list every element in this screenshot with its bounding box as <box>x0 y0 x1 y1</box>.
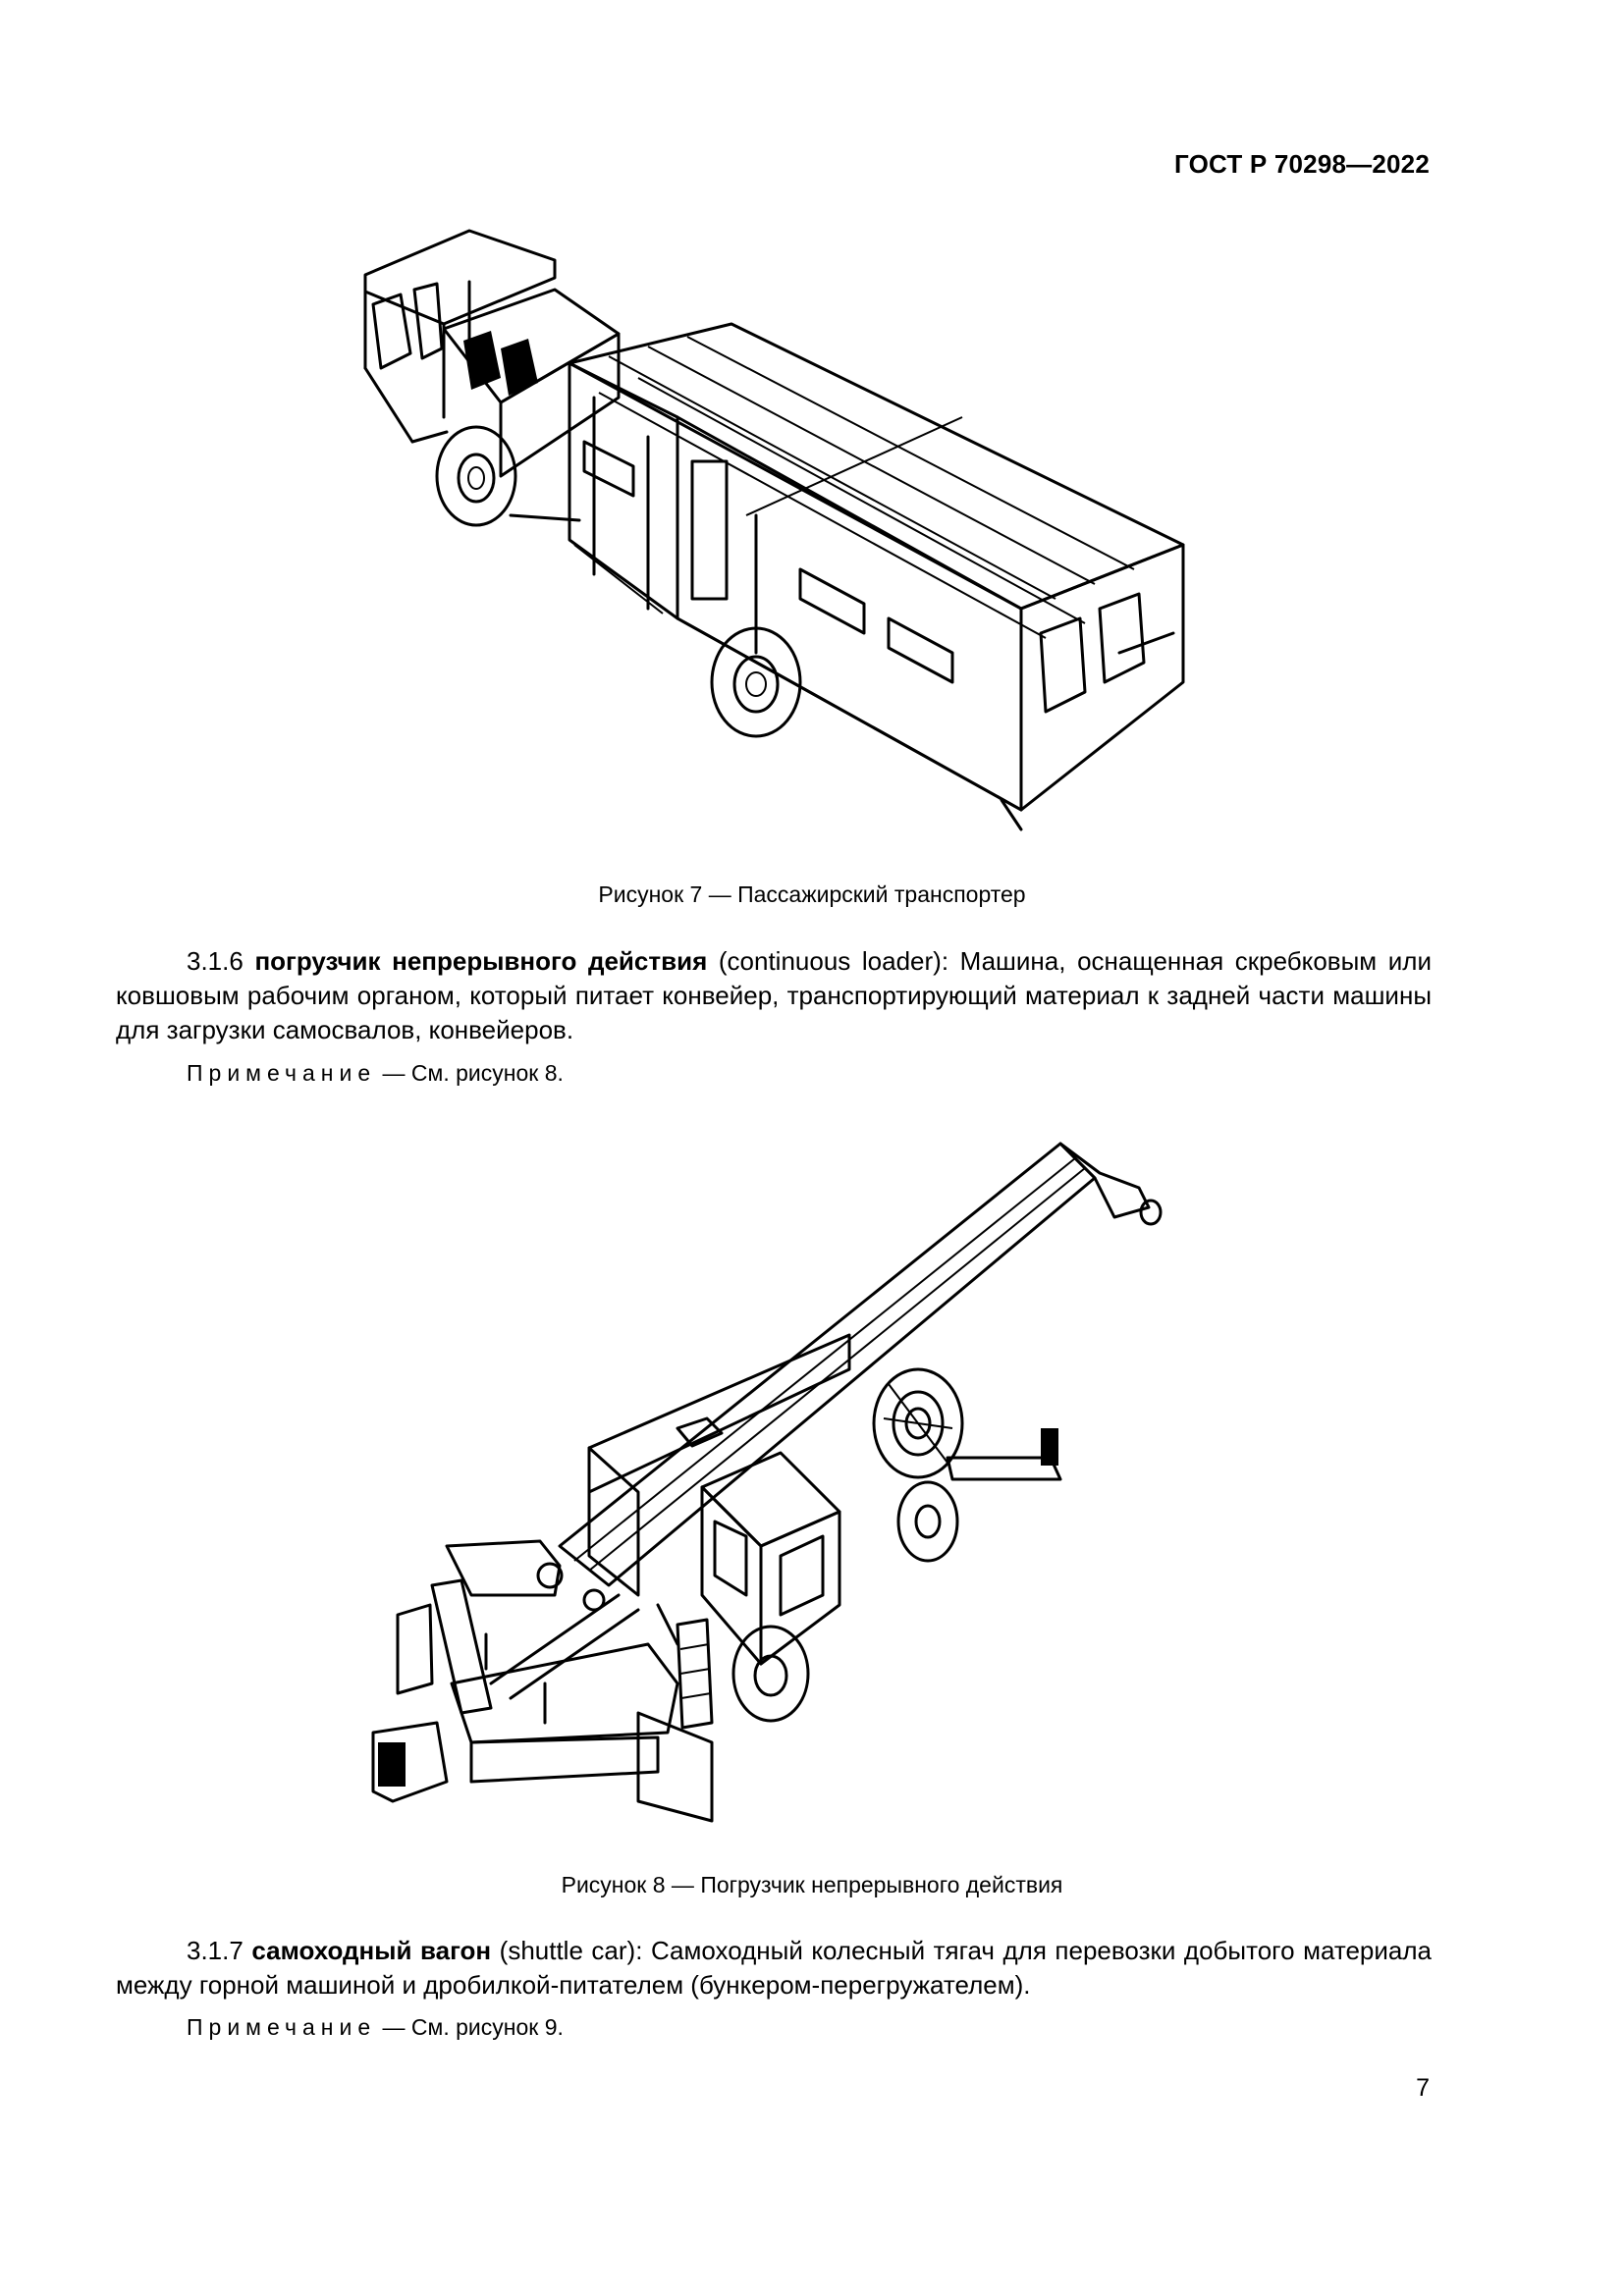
term-english: (continuous loader) <box>718 946 942 976</box>
note-label: Примечание <box>187 1060 377 1086</box>
figure-8-continuous-loader <box>353 1134 1198 1841</box>
section-number: 3.1.6 <box>187 946 244 976</box>
page-number: 7 <box>1416 2074 1430 2102</box>
term: погрузчик непрерывного действия <box>254 946 708 976</box>
definition-text: : Самоходный колесный тягач для перевозки добытого материала между горной машиной и дробилкой-питателем (бункером-перегружателем). <box>116 1936 1432 2000</box>
term-english: (shuttle car) <box>499 1936 636 1965</box>
note-3-1-7 <box>187 2014 564 2041</box>
definition-3-1-6 <box>116 944 1432 1047</box>
passenger-transporter-drawing <box>353 221 1198 849</box>
figure-7-passenger-transporter <box>353 221 1198 849</box>
standard-header: ГОСТ Р 70298—2022 <box>1174 149 1430 179</box>
note-text: — См. рисунок 8. <box>376 1060 564 1086</box>
note-label: Примечание <box>187 2014 377 2040</box>
note-text: — См. рисунок 9. <box>376 2014 564 2040</box>
section-number: 3.1.7 <box>187 1936 244 1965</box>
figure-8-caption: Рисунок 8 — Погрузчик непрерывного действия <box>561 1872 1063 1897</box>
note-3-1-6 <box>187 1060 564 1087</box>
continuous-loader-drawing <box>353 1134 1198 1841</box>
term: самоходный вагон <box>251 1936 492 1965</box>
definition-text: : Машина, оснащенная скребковым или ковшовым рабочим органом, который питает конвейер, транспортирующий материал к задней части машины для загрузки самосвалов, конвейеров. <box>116 946 1432 1044</box>
figure-7-caption: Рисунок 7 — Пассажирский транспортер <box>598 881 1026 907</box>
definition-3-1-7 <box>116 1934 1432 2002</box>
